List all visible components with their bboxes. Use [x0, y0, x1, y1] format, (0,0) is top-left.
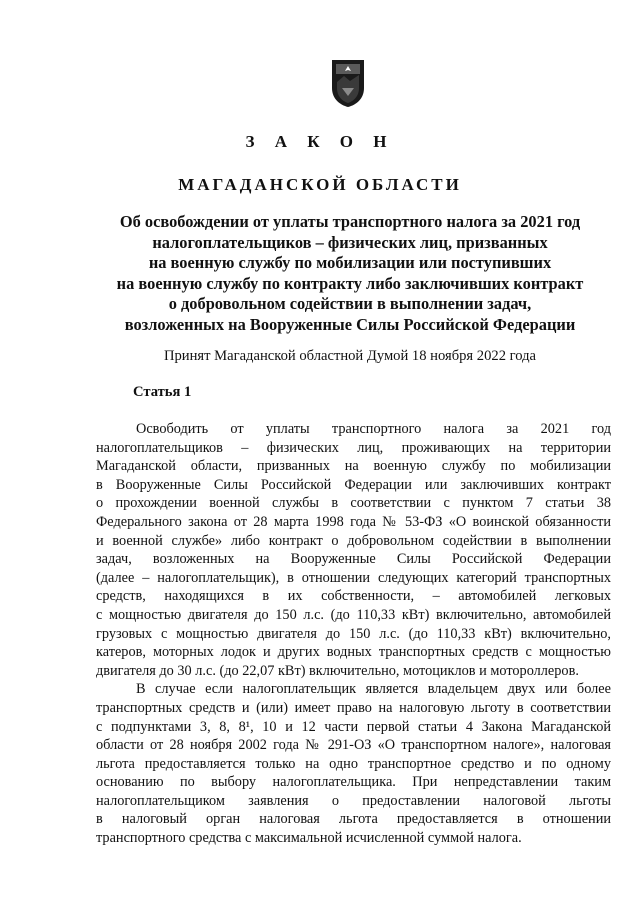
paragraph-2-line: льгота предоставляется только на одно транспортное средство и по одному: [96, 755, 611, 772]
law-title: [95, 212, 605, 336]
title-line: Об освобождении от уплаты транспортного налога за 2021 год: [119, 212, 581, 231]
paragraph-1-line: налогоплательщиков – физических лиц, проживающих на территории: [96, 439, 611, 456]
paragraph-2-line: в налоговый орган налоговая льгота предоставляется в отношении: [96, 811, 611, 828]
paragraph-1-line: Освободить от уплаты транспортного налога за 2021 год: [136, 421, 611, 437]
paragraph-1-line: задач, возложенных на Вооруженные Силы Российской Федерации: [96, 551, 611, 568]
article-body: [96, 420, 611, 848]
title-line: на военную службу по контракту либо заключивших контракт: [116, 273, 584, 293]
paragraph-2-line: В случае если налогоплательщик является владельцем двух или более: [136, 681, 611, 698]
paragraph-1-line: грузовых с мощностью двигателя до 150 л.с. (до 110,33 кВт) включительно,: [96, 625, 611, 642]
paragraph-1-line: (далее – налогоплательщик), в отношении следующих категорий транспортных: [96, 569, 611, 586]
paragraph-2-line: налогоплательщиком заявления о предоставлении налоговой льготы: [96, 792, 611, 809]
coat-of-arms-emblem: [330, 58, 366, 108]
paragraph-1-line: с мощностью двигателя до 150 л.с. (до 110,33 кВт) включительно, автомобилей: [96, 606, 611, 623]
title-line: о добровольном содействии в выполнении задач,: [168, 294, 532, 314]
title-line: возложенных на Вооруженные Силы Российской Федерации: [124, 314, 576, 334]
paragraph-2-line: транспортных средств и (или) имеет право на налоговую льготу в соответствии: [96, 699, 611, 716]
paragraph-1-line: о прохождении военной службы в соответствии с пунктом 7 статьи 38: [96, 495, 611, 512]
paragraph-2-line: основанию по выбору налогоплательщика. При непредставлении таким: [96, 774, 611, 791]
adoption-line: Принят Магаданской областной Думой 18 ноября 2022 года: [163, 348, 537, 364]
title-line: на военную службу по мобилизации или поступивших: [148, 253, 552, 273]
title-line: налогоплательщиков – физических лиц, призванных: [152, 232, 548, 252]
paragraph-2-line: области от 28 ноября 2002 года № 291-ОЗ «О транспортном налоге», налоговая: [96, 737, 611, 754]
paragraph-1-line: и военной службе» либо контракт о добровольном содействии в выполнении: [96, 532, 611, 549]
paragraph-1-line: катеров, моторных лодок и других водных транспортных средств с мощностью: [96, 644, 611, 661]
paragraph-1-line: в Вооруженные Силы Российской Федерации или заключивших контракт: [96, 476, 611, 493]
paragraph-2-line: транспортного средства с максимальной исчисленной суммой налога.: [96, 830, 522, 847]
paragraph-2-line: с подпунктами 3, 8, 8¹, 10 и 12 части первой статьи 4 Закона Магаданской: [96, 718, 611, 735]
paragraph-1-line: Федерального закона от 28 марта 1998 года № 53-ФЗ «О воинской обязанности: [96, 513, 611, 530]
paragraph-1-line: двигателя до 30 л.с. (до 22,07 кВт) включительно, мотоциклов и мотороллеров.: [96, 662, 579, 679]
article-heading: Статья 1: [133, 384, 192, 400]
paragraph-1-line: средств, находящихся в их собственности, – автомобилей легковых: [96, 588, 611, 605]
region-heading: МАГАДАНСКОЙ ОБЛАСТИ: [178, 175, 462, 194]
document-type-heading: З А К О Н: [245, 132, 395, 151]
paragraph-1-line: Магаданской области, призванных на военную службу по мобилизации: [96, 458, 611, 475]
